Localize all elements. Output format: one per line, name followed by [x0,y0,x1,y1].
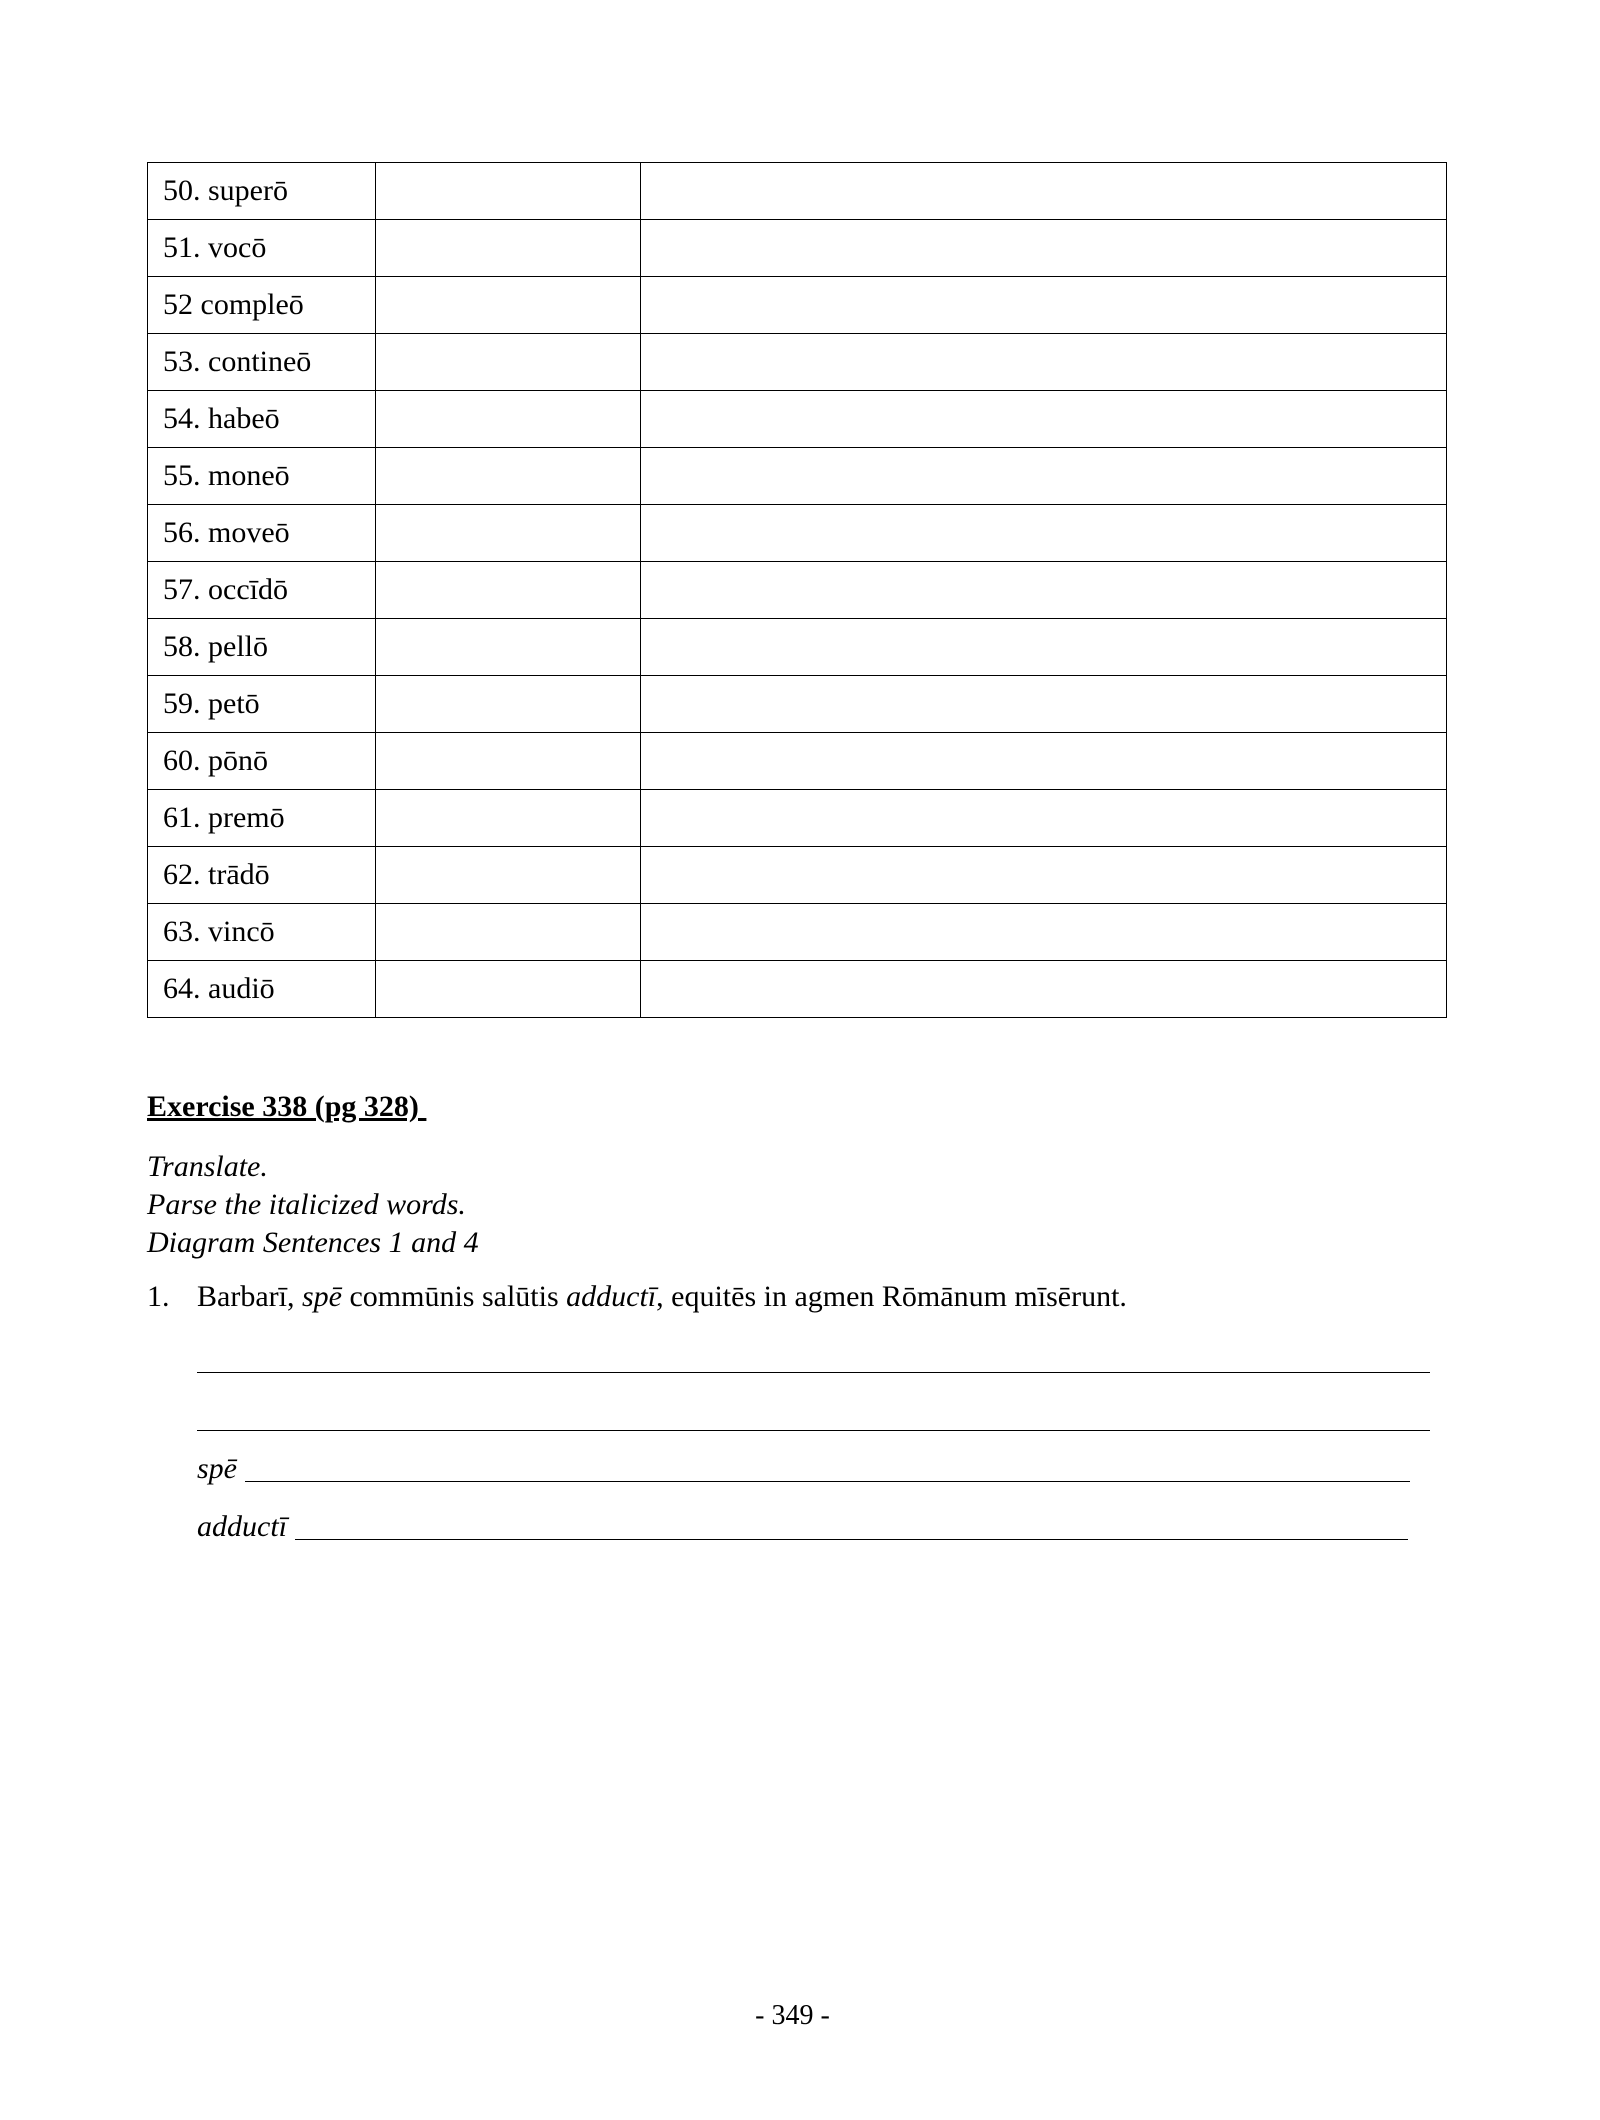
vocab-word-cell: 60. pōnō [148,733,376,790]
translation-answer-line[interactable] [197,1430,1430,1431]
table-row [148,448,1447,505]
answer-cell-3[interactable] [641,790,1447,847]
table-row [148,847,1447,904]
answer-cell-3[interactable] [641,334,1447,391]
translation-answer-line[interactable] [197,1372,1430,1373]
table-row [148,334,1447,391]
parse-answer-line[interactable] [295,1539,1408,1540]
parse-answer-line[interactable] [245,1481,1410,1482]
answer-cell-2[interactable] [376,904,641,961]
parse-row-adducti [197,1510,1408,1544]
answer-cell-2[interactable] [376,562,641,619]
answer-cell-2[interactable] [376,448,641,505]
table-row [148,391,1447,448]
answer-cell-2[interactable] [376,619,641,676]
sentence-text-italic: adductī [566,1280,657,1313]
exercise-instructions [147,1148,479,1262]
vocab-word-cell: 53. contineō [148,334,376,391]
vocab-table-body [148,163,1447,1018]
sentence-text-plain: , equitēs in agmen Rōmānum mīsērunt. [656,1280,1127,1313]
answer-cell-3[interactable] [641,448,1447,505]
answer-cell-3[interactable] [641,961,1447,1018]
parse-word-label: adductī [197,1510,287,1543]
answer-cell-2[interactable] [376,676,641,733]
answer-cell-3[interactable] [641,277,1447,334]
table-row [148,790,1447,847]
table-row [148,961,1447,1018]
vocab-word-cell: 57. occīdō [148,562,376,619]
sentence-number: 1. [147,1280,170,1313]
instruction-line: Translate. [147,1150,268,1183]
sentence-text-plain: Barbarī, [197,1280,302,1313]
answer-cell-3[interactable] [641,847,1447,904]
vocab-word-cell: 50. superō [148,163,376,220]
table-row [148,619,1447,676]
table-row [148,562,1447,619]
sentence-1 [147,1280,1127,1314]
sentence-text-italic: spē [301,1280,342,1313]
answer-cell-3[interactable] [641,676,1447,733]
table-row [148,163,1447,220]
vocab-word-cell: 63. vincō [148,904,376,961]
answer-cell-2[interactable] [376,277,641,334]
answer-cell-2[interactable] [376,505,641,562]
parse-word-label: spē [197,1452,237,1485]
answer-cell-2[interactable] [376,847,641,904]
vocab-word-cell: 51. vocō [148,220,376,277]
answer-cell-2[interactable] [376,790,641,847]
answer-cell-2[interactable] [376,961,641,1018]
vocab-word-cell: 58. pellō [148,619,376,676]
vocab-word-cell: 64. audiō [148,961,376,1018]
answer-cell-2[interactable] [376,220,641,277]
sentence-text-plain: commūnis salūtis [341,1280,567,1313]
answer-cell-2[interactable] [376,334,641,391]
answer-cell-2[interactable] [376,163,641,220]
vocab-word-cell: 61. premō [148,790,376,847]
table-row [148,277,1447,334]
vocab-word-cell: 59. petō [148,676,376,733]
parse-row-spe [197,1452,1410,1486]
answer-cell-3[interactable] [641,562,1447,619]
answer-cell-3[interactable] [641,733,1447,790]
vocab-table [147,162,1447,1018]
vocab-word-cell: 56. moveō [148,505,376,562]
vocab-word-cell: 54. habeō [148,391,376,448]
answer-cell-3[interactable] [641,904,1447,961]
vocab-word-cell: 55. moneō [148,448,376,505]
vocab-word-cell: 52 compleō [148,277,376,334]
exercise-title: Exercise 338 (pg 328) [147,1090,427,1123]
table-row [148,733,1447,790]
answer-cell-2[interactable] [376,733,641,790]
answer-cell-3[interactable] [641,391,1447,448]
table-row [148,676,1447,733]
instruction-line: Parse the italicized words. [147,1188,466,1221]
table-row [148,220,1447,277]
answer-cell-2[interactable] [376,391,641,448]
answer-cell-3[interactable] [641,619,1447,676]
page-number: - 349 - [755,2000,830,2031]
instruction-line: Diagram Sentences 1 and 4 [147,1226,479,1259]
table-row [148,505,1447,562]
table-row [148,904,1447,961]
answer-cell-3[interactable] [641,505,1447,562]
answer-cell-3[interactable] [641,163,1447,220]
answer-cell-3[interactable] [641,220,1447,277]
vocab-word-cell: 62. trādō [148,847,376,904]
